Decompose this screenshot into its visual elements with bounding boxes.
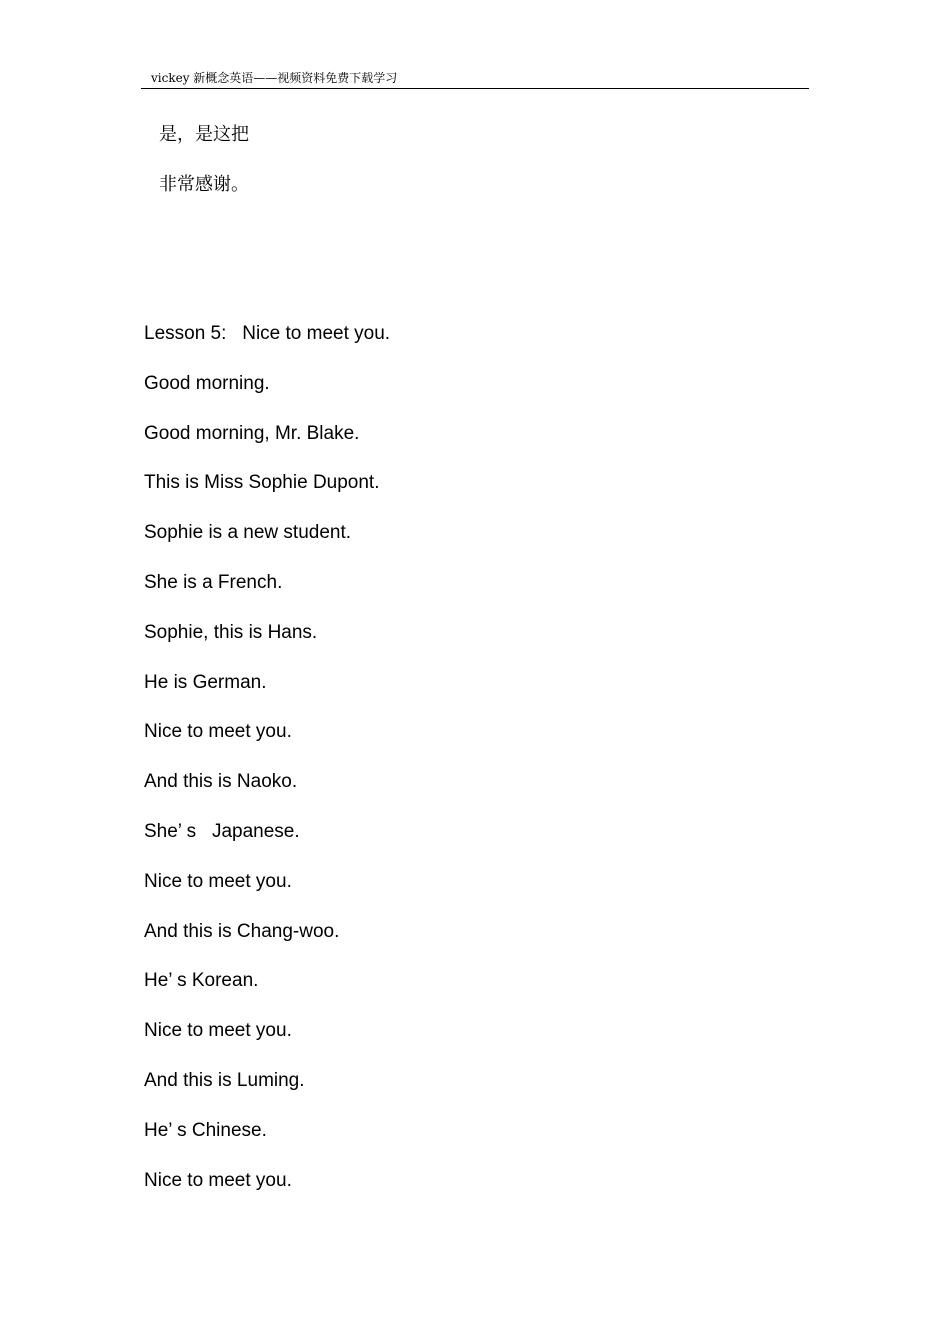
text-line: Nice to meet you.: [144, 1169, 292, 1191]
lesson-text: [144, 319, 390, 1215]
page-header: [141, 70, 809, 89]
text-line: Sophie, this is Hans.: [144, 621, 318, 643]
text-line: She’ s Japanese.: [144, 820, 300, 842]
lesson-title: Lesson 5: Nice to meet you.: [144, 323, 391, 344]
header-text: vickey 新概念英语——视频资料免费下载学习: [151, 71, 398, 85]
text-line: Sophie is a new student.: [144, 522, 352, 544]
text-line: And this is Chang-woo.: [144, 920, 340, 942]
text-line: He’ s Chinese.: [144, 1119, 267, 1141]
text-line: Good morning, Mr. Blake.: [144, 422, 360, 444]
text-line: He’ s Korean.: [144, 970, 259, 992]
text-line: And this is Luming.: [144, 1069, 305, 1091]
text-line: And this is Naoko.: [144, 771, 298, 793]
chinese-line-2: 非常感谢。: [159, 174, 249, 195]
text-line: Nice to meet you.: [144, 870, 292, 892]
text-line: He is German.: [144, 671, 267, 693]
chinese-line-1: 是，是这把: [159, 124, 249, 145]
text-line: She is a French.: [144, 571, 283, 593]
text-line: Good morning.: [144, 372, 270, 394]
text-line: Nice to meet you.: [144, 1020, 292, 1042]
text-line: This is Miss Sophie Dupont.: [144, 472, 380, 494]
text-line: Nice to meet you.: [144, 721, 292, 743]
